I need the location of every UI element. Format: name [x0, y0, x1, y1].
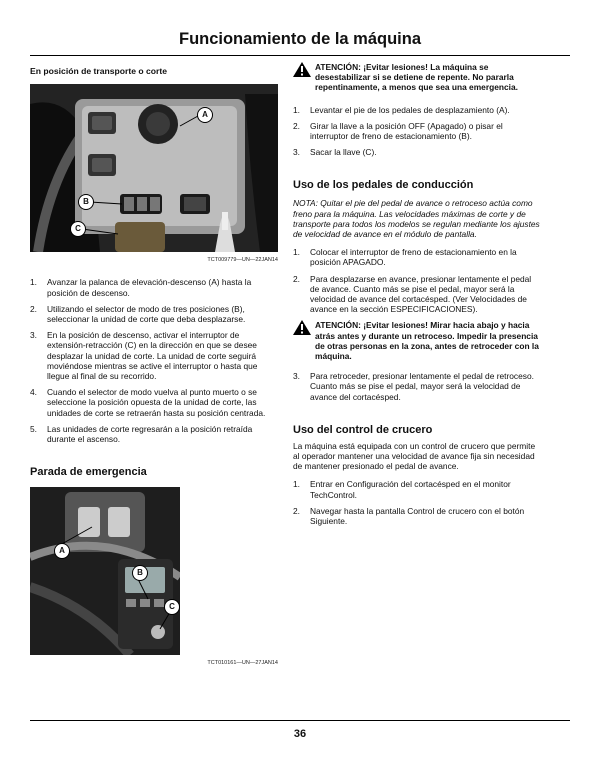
step-text: Levantar el pie de los pedales de desplazamiento (A).	[310, 104, 510, 115]
figure-transport-controls	[30, 84, 278, 252]
pedals-illustration	[30, 487, 180, 655]
list-item	[293, 105, 541, 115]
step-number: 2.	[30, 303, 37, 314]
figure2-caption: TCT010161—UN—27JAN14	[207, 660, 278, 667]
step-number: 2.	[293, 120, 300, 131]
warning-text: ATENCIÓN: ¡Evitar lesiones! La máquina se desestabilizar si se detiene de repente. No pararla repentinamente, a menos que sea una emergencia.	[315, 62, 518, 93]
transport-steps-list	[30, 277, 278, 444]
step-text: Colocar el interruptor de freno de estacionamiento en la posición APAGADO.	[310, 247, 517, 268]
page-title: Funcionamiento de la máquina	[178, 30, 422, 48]
cruise-steps-list	[293, 479, 541, 526]
callout-b: B	[132, 565, 148, 581]
callout-a: A	[54, 543, 70, 559]
step-number: 3.	[30, 330, 37, 341]
emergency-stop-heading: Parada de emergencia	[30, 466, 147, 479]
reverse-steps-list	[293, 371, 541, 402]
warning-triangle-icon	[293, 62, 315, 79]
warning-block	[293, 320, 541, 361]
list-item	[293, 371, 541, 402]
pedals-heading: Uso de los pedales de conducción	[293, 179, 474, 192]
figure1-caption: TCT009779—UN—22JAN14	[207, 257, 278, 264]
list-item	[293, 274, 541, 315]
left-column	[30, 66, 278, 668]
step-text: Cuando el selector de modo vuelva al punto muerto o se seleccione la posición opuesta de la unidad de corte, las unidades de corte se retraerán hasta su posición centrada.	[47, 387, 266, 418]
list-item	[293, 247, 541, 267]
header-rule	[30, 55, 570, 56]
right-column	[293, 62, 541, 532]
cruise-heading: Uso del control de crucero	[293, 423, 433, 436]
warning-text: ATENCIÓN: ¡Evitar lesiones! Mirar hacia abajo y hacia atrás antes y durante un retroceso. Impedir la presencia de otras personas en la zona, antes de retroceder con la máquina.	[315, 320, 539, 362]
transport-subheading: En posición de transporte o corte	[30, 66, 168, 76]
step-number: 3.	[293, 371, 300, 382]
warning-block	[293, 62, 541, 93]
list-item	[293, 147, 541, 157]
note-text: NOTA: Quitar el pie del pedal de avance o retroceso actúa como freno para la máquina. Las velocidades máximas de corte y de transporte para todos los modelos se regulan mediante los ajustes de velocidad de avance en el módulo de pantalla.	[293, 198, 540, 240]
list-item	[293, 479, 541, 499]
list-item	[30, 304, 278, 324]
list-item	[30, 277, 278, 297]
page-number: 36	[293, 728, 307, 740]
step-number: 3.	[293, 147, 300, 158]
step-number: 1.	[293, 247, 300, 258]
step-number: 1.	[30, 277, 37, 288]
step-number: 1.	[293, 104, 300, 115]
step-number: 5.	[30, 423, 37, 434]
cruise-intro: La máquina está equipada con un control de crucero que permite al operador mantener una velocidad de avance fija sin necesidad de mantener presionado el pedal de avance.	[293, 440, 536, 472]
step-number: 4.	[30, 387, 37, 398]
step-text: Girar la llave a la posición OFF (Apagado) o pisar el interruptor de freno de estacionamiento (B).	[310, 120, 503, 142]
step-text: Navegar hasta la pantalla Control de crucero con el botón Siguiente.	[310, 505, 525, 527]
step-text: Utilizando el selector de modo de tres posiciones (B), seleccionar la unidad de corte que deba desplazarse.	[47, 303, 246, 325]
control-panel-illustration	[30, 84, 278, 252]
step-number: 2.	[293, 273, 300, 284]
warning-triangle-icon	[293, 320, 315, 337]
callout-a: A	[197, 107, 213, 123]
list-item	[30, 387, 278, 418]
callout-c: C	[164, 599, 180, 615]
callout-c: C	[70, 221, 86, 237]
list-item	[30, 424, 278, 444]
emergency-steps-list	[293, 105, 541, 158]
step-text: Para desplazarse en avance, presionar lentamente el pedal de avance. Cuanto más se pise el pedal, mayor será la velocidad de avance del cortacésped. (Ver Velocidades de avance en la sección ESPECIFICACIONES).	[310, 273, 532, 315]
step-text: Sacar la llave (C).	[310, 147, 377, 158]
list-item	[293, 506, 541, 526]
step-text: En la posición de descenso, activar el interruptor de extensión-retracción (C) en la dirección en que se desee desplazar la unidad de corte. La unidad de corte seguirá moviéndose mientras se active el interruptor o hasta que llegue al final de su recorrido.	[47, 330, 258, 382]
list-item	[293, 121, 541, 141]
callout-b: B	[78, 194, 94, 210]
figure-emergency-stop	[30, 487, 180, 655]
step-text: Entrar en Configuración del cortacésped en el monitor TechControl.	[310, 479, 511, 500]
step-text: Las unidades de corte regresarán a la posición retraída durante el ascenso.	[47, 423, 253, 445]
step-text: Avanzar la palanca de elevación-descenso (A) hasta la posición de descenso.	[47, 277, 252, 298]
footer-rule	[30, 720, 570, 721]
step-number: 2.	[293, 505, 300, 516]
list-item	[30, 330, 278, 381]
step-text: Para retroceder, presionar lentamente el pedal de retroceso. Cuanto más se pise el pedal, mayor será la velocidad de avance del cortacésped.	[310, 371, 534, 402]
pedal-steps-list	[293, 247, 541, 314]
step-number: 1.	[293, 479, 300, 490]
